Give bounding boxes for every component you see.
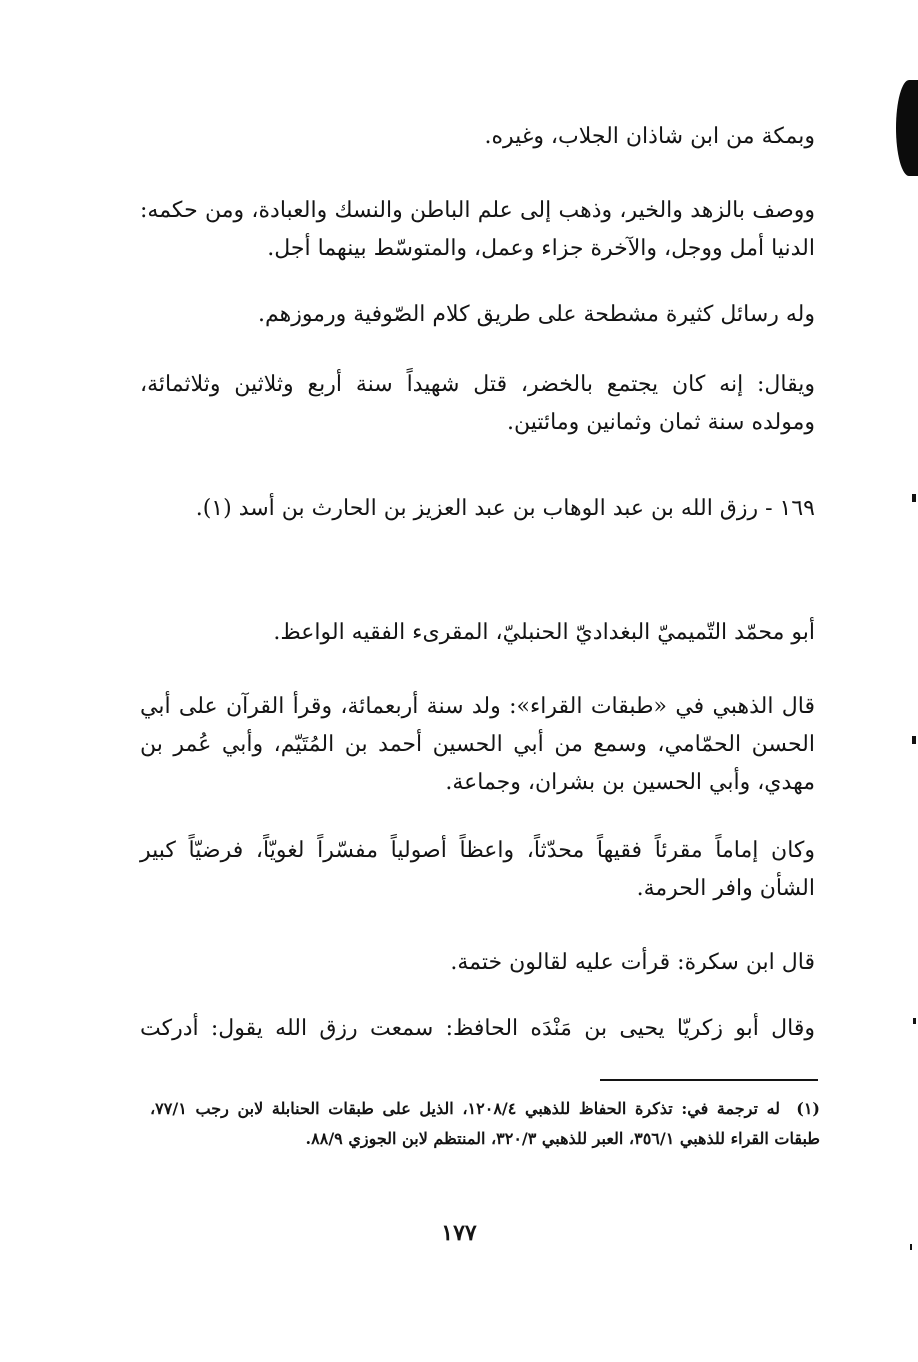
- paragraph-text: وبمكة من ابن شاذان الجلاب، وغيره.: [484, 124, 815, 149]
- footnote-mark: (١): [796, 1099, 820, 1118]
- paragraph-text: وكان إماماً مقرئاً فقيهاً محدّثاً، واعظاً أصولياً مفسّراً لغويّاً، فرضيّاً كبير الشأن وافر الحرمة.: [140, 838, 815, 901]
- entry-heading-text: ١٦٩ - رزق الله بن عبد الوهاب بن عبد العزيز بن الحارث بن أسد (١).: [195, 496, 815, 521]
- paragraph: [140, 296, 815, 334]
- paragraph: [140, 118, 815, 156]
- paragraph: [140, 832, 815, 908]
- paragraph: [140, 944, 815, 982]
- paragraph: [140, 614, 815, 652]
- paragraph: [140, 688, 815, 802]
- page-number: ١٧٧: [441, 1220, 477, 1246]
- paragraph-text: وقال أبو زكريّا يحيى بن مَنْدَه الحافظ: سمعت رزق الله يقول: أدركت: [140, 1016, 815, 1041]
- scan-edge-shadow: [896, 80, 918, 176]
- paragraph-text: قال الذهبي في «طبقات القراء»: ولد سنة أربعمائة، وقرأ القرآن على أبي الحسن الحمّامي، وسمع من أبي الحسين أحمد بن المُتَيّم، وأبي عُمر بن مهدي، وأبي الحسين بن بشران، وجماعة.: [140, 694, 815, 795]
- paragraph-text: ووصف بالزهد والخير، وذهب إلى علم الباطن والنسك والعبادة، ومن حكمه: الدنيا أمل ووجل، والآخرة جزاء وعمل، والمتوسّط بينهما أجل.: [140, 198, 815, 261]
- paragraph-text: ويقال: إنه كان يجتمع بالخضر، قتل شهيداً سنة أربع وثلاثين وثلاثمائة، ومولده سنة ثمان وثمانين ومائتين.: [140, 372, 815, 435]
- scan-speck: [912, 736, 916, 744]
- paragraph-text: قال ابن سكرة: قرأت عليه لقالون ختمة.: [450, 950, 815, 975]
- paragraph-text: وله رسائل كثيرة مشطحة على طريق كلام الصّوفية ورموزهم.: [257, 302, 815, 327]
- paragraph: [140, 192, 815, 268]
- paragraph-text: أبو محمّد التّميميّ البغداديّ الحنبليّ، المقرىء الفقيه الواعظ.: [273, 620, 815, 645]
- scan-speck: [913, 1018, 916, 1024]
- footnote-separator: [600, 1079, 818, 1081]
- entry-heading: [140, 490, 815, 528]
- paragraph: [140, 1010, 815, 1048]
- paragraph: [140, 366, 815, 442]
- footnote: [150, 1094, 820, 1154]
- scan-speck: [912, 494, 916, 502]
- footnote-text: له ترجمة في: تذكرة الحفاظ للذهبي ١٢٠٨/٤، الذيل على طبقات الحنابلة لابن رجب ٧٧/١، طبقات القراء للذهبي ٣٥٦/١، العبر للذهبي ٣٢٠/٣، المنتظم لابن الجوزي ٨٨/٩.: [150, 1099, 820, 1148]
